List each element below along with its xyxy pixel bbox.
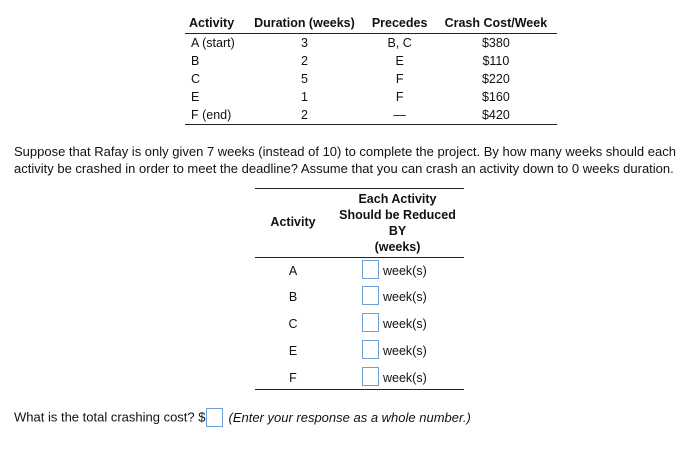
header-duration: Duration (weeks)	[244, 13, 364, 34]
cell-crash-cost: $380	[481, 36, 510, 50]
reduction-activity-label: F	[289, 371, 297, 385]
reduction-activity-label: A	[288, 264, 298, 278]
table-top-rule	[255, 188, 464, 189]
reduction-input-a[interactable]	[362, 260, 379, 279]
total-cost-input[interactable]	[206, 408, 223, 427]
cell-crash-cost: $110	[482, 54, 510, 68]
reduction-header-activity: Activity	[270, 215, 316, 229]
reduction-table	[255, 188, 464, 390]
unit-label: week(s)	[383, 264, 427, 278]
cell-duration: 2	[300, 54, 308, 68]
reduction-header-line: (weeks)	[374, 240, 421, 254]
reduction-input-f[interactable]	[362, 367, 379, 386]
cell-activity: B	[191, 54, 200, 68]
cell-crash-cost: $420	[435, 106, 557, 125]
reduction-activity-label: C	[288, 317, 298, 331]
activity-table-header-row	[185, 13, 557, 34]
cell-crash-cost: $160	[481, 90, 510, 104]
table-row	[185, 106, 557, 125]
cell-precedes: B, C	[387, 36, 412, 50]
table-row	[185, 88, 557, 106]
reduction-header-amount	[331, 191, 464, 255]
reduction-header-line: Each Activity	[358, 192, 437, 206]
header-precedes: Precedes	[365, 13, 435, 34]
header-activity: Activity	[185, 13, 244, 34]
unit-label: week(s)	[383, 317, 427, 331]
reduction-input-c[interactable]	[362, 313, 379, 332]
reduction-input-e[interactable]	[362, 340, 379, 359]
cell-precedes: F	[395, 72, 404, 86]
reduction-activity-label: B	[288, 290, 298, 304]
reduction-row-f	[255, 367, 464, 389]
cell-precedes: F	[395, 90, 404, 104]
unit-label: week(s)	[383, 344, 427, 358]
reduction-row-a	[255, 260, 464, 282]
cell-activity: F (end)	[185, 106, 244, 125]
cell-duration: 1	[300, 90, 308, 104]
question-text: Suppose that Rafay is only given 7 weeks (instead of 10) to complete the project. By how many weeks should each activity be crashed in order to meet the deadline? Assume that you can crash an activity down to 0 weeks duration.	[14, 144, 676, 176]
cell-precedes: —	[365, 106, 435, 125]
reduction-header-line: BY	[388, 224, 407, 238]
table-row	[185, 70, 557, 88]
cell-activity: A (start)	[191, 36, 235, 50]
cell-precedes: E	[395, 54, 404, 68]
table-header-rule	[255, 257, 464, 258]
unit-label: week(s)	[383, 290, 427, 304]
table-row	[185, 52, 557, 70]
cell-duration: 5	[300, 72, 308, 86]
unit-label: week(s)	[383, 371, 427, 385]
total-cost-label: What is the total crashing cost? $	[14, 409, 206, 425]
total-cost-line	[14, 407, 471, 428]
total-cost-hint: (Enter your response as a whole number.)	[228, 409, 471, 425]
cell-duration: 3	[300, 36, 308, 50]
reduction-input-b[interactable]	[362, 286, 379, 305]
cell-activity: C	[191, 72, 201, 86]
header-crash-cost: Crash Cost/Week	[435, 13, 557, 34]
reduction-row-c	[255, 313, 464, 335]
reduction-activity-label: E	[288, 344, 298, 358]
cell-duration: 2	[244, 106, 364, 125]
table-bottom-rule	[255, 389, 464, 390]
reduction-row-e	[255, 340, 464, 362]
cell-activity: E	[191, 90, 200, 104]
table-row	[185, 34, 557, 53]
reduction-row-b	[255, 286, 464, 308]
cell-crash-cost: $220	[481, 72, 510, 86]
reduction-header-line: Should be Reduced	[339, 208, 456, 222]
activity-data-table	[185, 13, 557, 125]
